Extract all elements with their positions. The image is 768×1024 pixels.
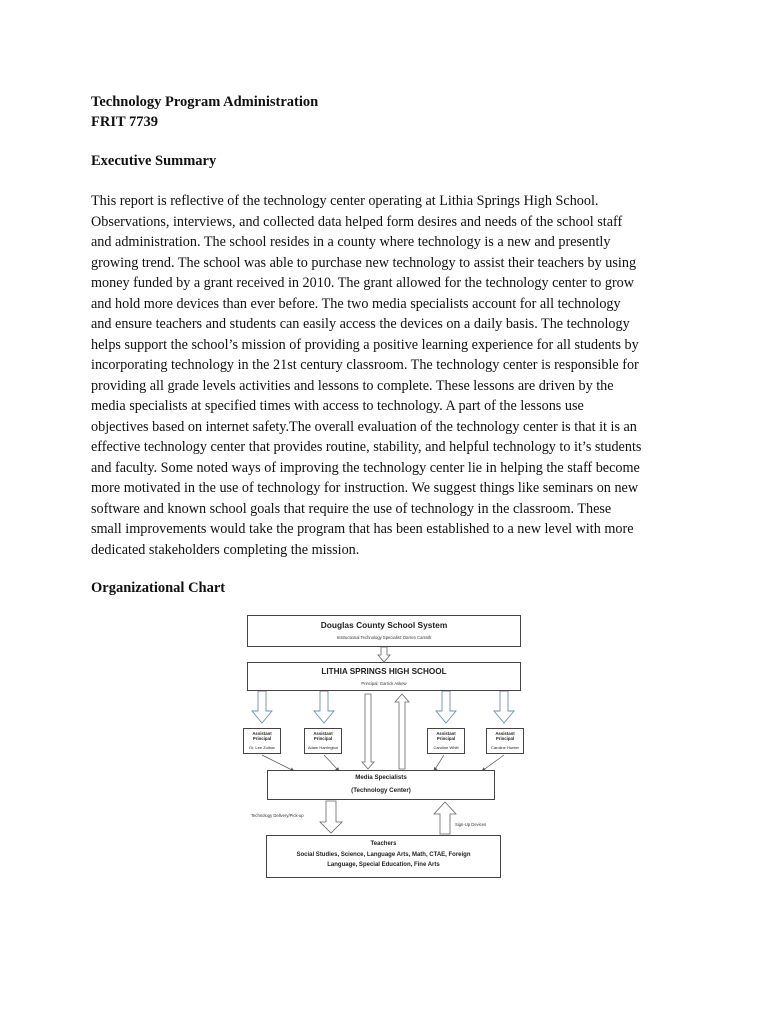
media-specialists-box	[267, 770, 495, 800]
school-to-ap-arrows	[252, 691, 514, 723]
summary-line: effective technology center that provides routine, stability, and helpful technology to it’s students	[91, 439, 642, 455]
school-box	[247, 662, 521, 691]
assistant-principal-box	[427, 728, 465, 754]
summary-line: incorporating technology in the 21st century classroom. The technology center is responsible for	[91, 357, 639, 373]
teachers-subjects	[267, 850, 500, 870]
summary-line: small improvements would take the program that has been established to a new level with more	[91, 521, 634, 537]
org-chart-heading: Organizational Chart	[91, 580, 226, 596]
media-to-school-arrow	[395, 694, 409, 769]
summary-line: and ensure teachers and students can easily access the devices on a daily basis. The technology	[91, 316, 630, 332]
ap-role: Assistant Principal	[495, 731, 515, 741]
teachers-box	[266, 835, 501, 878]
county-to-school-arrow	[378, 647, 390, 662]
summary-line: and administration. The school resides in a county where technology is a new and presently	[91, 234, 611, 250]
course-code: FRIT 7739	[91, 114, 159, 130]
summary-line: helps support the school’s mission of providing a positive learning experience for all students by	[91, 336, 639, 353]
county-specialist: Instructional Technology Specialist: Darren Carrath	[336, 635, 432, 640]
ap-role: Assistant Principal	[436, 731, 456, 741]
ap-name: Caroline Hunter	[490, 745, 519, 750]
summary-line: objectives based on internet safety.The overall evaluation of the technology center is that it is an	[91, 418, 637, 435]
summary-line: and hold more devices than ever before. The two media specialists account for all technology	[91, 295, 621, 312]
document-title: Technology Program Administration	[91, 94, 319, 110]
county-name: Douglas County School System	[320, 620, 448, 630]
ap-to-media-lines	[262, 755, 504, 771]
school-to-media-arrow	[362, 694, 374, 769]
ap-name: Adam Harrington	[307, 745, 339, 750]
ap-role: Assistant Principal	[313, 731, 333, 741]
school-name: LITHIA SPRINGS HIGH SCHOOL	[321, 667, 447, 676]
org-chart	[244, 610, 524, 880]
teachers-subjects-line1: Social Studies, Science, Language Arts, Math, CTAE, Foreign	[296, 852, 471, 858]
signup-label: Sign-Up Devices	[455, 822, 487, 827]
assistant-principal-box	[486, 728, 524, 754]
media-title: Media Specialists	[355, 774, 407, 781]
teachers-title: Teachers	[370, 841, 397, 847]
summary-line: dedicated stakeholders completing the mission.	[91, 541, 360, 558]
teachers-subjects-line2: Language, Special Education, Fine Arts	[327, 862, 440, 868]
assistant-principal-box	[304, 728, 342, 754]
media-subtitle: (Technology Center)	[351, 787, 411, 794]
summary-line: growing trend. The school was able to purchase new technology to assist their teachers by using	[91, 254, 637, 271]
summary-line: money funded by a grant received in 2010. The grant allowed for the technology center to grow	[91, 275, 635, 291]
teachers-to-media-arrow	[434, 802, 456, 834]
summary-line: This report is reflective of the technology center operating at Lithia Springs High School.	[91, 193, 599, 209]
summary-line: Observations, interviews, and collected data helped form desires and needs of the school staff	[91, 213, 623, 230]
summary-line: media specialists at specified times with access to technology. A part of the lessons use	[91, 398, 584, 414]
media-to-teachers-arrow	[320, 801, 342, 833]
ap-role: Assistant Principal	[252, 731, 272, 741]
summary-line: more motivated in the use of technology for instruction. We suggest things like seminars on new	[91, 480, 639, 496]
school-principal: Principal: Garrick Askew	[361, 681, 407, 686]
assistant-principal-box	[243, 728, 281, 754]
executive-summary-heading: Executive Summary	[91, 153, 217, 169]
summary-line: software and known school goals that require the use of technology in the classroom. These	[91, 500, 612, 517]
ap-name: Caroline Whitt	[433, 745, 459, 750]
ap-name: Dr. Lee Zullow	[249, 745, 275, 750]
summary-line: providing all grade levels activities and lessons to complete. These lessons are driven by the	[91, 377, 614, 394]
summary-line: and faculty. Some noted ways of improving the technology center lie in helping the staff become	[91, 459, 640, 476]
executive-summary-paragraph	[91, 191, 677, 560]
county-box	[247, 615, 521, 647]
delivery-label: Technology Delivery/Pick-up	[251, 813, 304, 818]
